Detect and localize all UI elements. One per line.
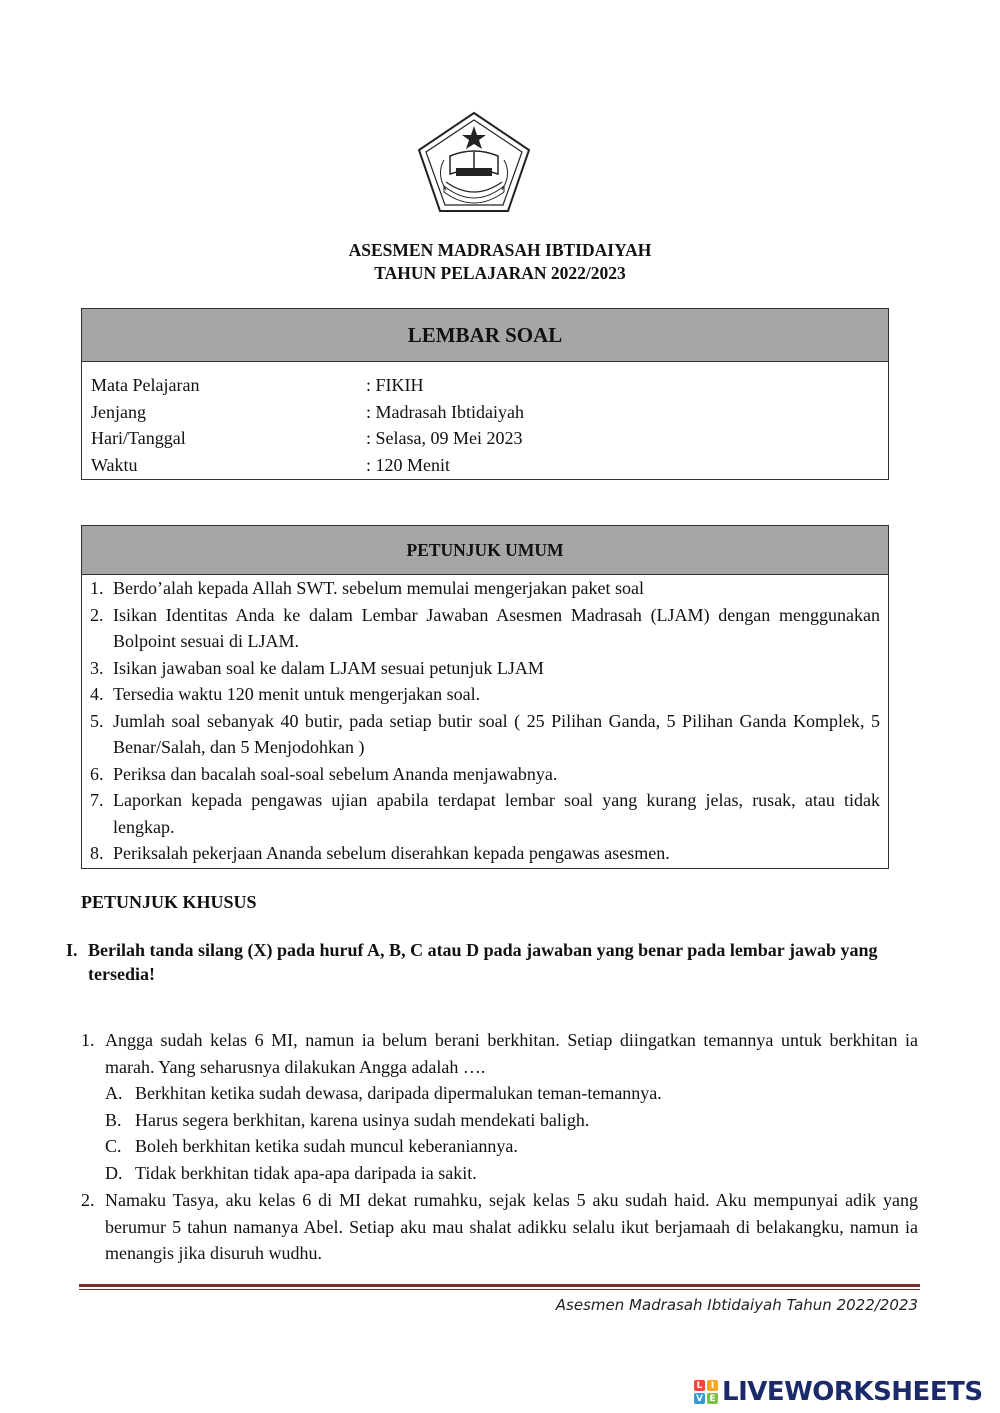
identity-row	[91, 425, 888, 452]
list-item-text: Isikan Identitas Anda ke dalam Lembar Jawaban Asesmen Madrasah (LJAM) dengan menggunakan Bolpoint sesuai di LJAM.	[113, 604, 880, 651]
identity-label: Jenjang	[91, 401, 146, 422]
list-item-text: Laporkan kepada pengawas ujian apabila terdapat lembar soal yang kurang jelas, rusak, atau tidak lengkap.	[113, 790, 880, 837]
list-item	[82, 681, 888, 708]
footer-rule-thin	[79, 1289, 920, 1290]
option-letter: A.	[105, 1083, 123, 1103]
option-text: Boleh berkhitan ketika sudah muncul keberaniannya.	[135, 1136, 518, 1156]
list-item-number: 3.	[90, 657, 104, 678]
identity-rows	[82, 362, 888, 478]
petunjuk-umum-list	[82, 575, 888, 867]
list-item-number: 7.	[90, 790, 104, 810]
mark-letter: V	[694, 1393, 705, 1404]
identity-value: : Selasa, 09 Mei 2023	[366, 428, 523, 448]
footer-rule	[79, 1284, 920, 1287]
option-text: Harus segera berkhitan, karena usinya sudah mendekati baligh.	[135, 1109, 590, 1130]
option-text: Tidak berkhitan tidak apa-apa daripada ia sakit.	[135, 1162, 477, 1183]
option-c[interactable]	[81, 1133, 918, 1160]
question-2	[81, 1187, 918, 1267]
kemenag-emblem-icon	[416, 110, 532, 214]
list-item-text: Jumlah soal sebanyak 40 butir, pada setiap butir soal ( 25 Pilihan Ganda, 5 Pilihan Ganda Komplek, 5 Benar/Salah, dan 5 Menjodohkan )	[113, 710, 880, 757]
identity-value: : FIKIH	[366, 375, 424, 395]
question-number: 1.	[81, 1030, 95, 1050]
lembar-soal-box	[81, 308, 889, 480]
identity-label: Hari/Tanggal	[91, 428, 186, 448]
liveworksheets-mark-icon	[694, 1380, 718, 1404]
list-item-number: 1.	[90, 578, 104, 598]
list-item-text: Tersedia waktu 120 menit untuk mengerjakan soal.	[113, 684, 481, 704]
list-item-number: 8.	[90, 843, 104, 863]
question-1	[81, 1027, 918, 1186]
identity-label: Mata Pelajaran	[91, 375, 200, 395]
mark-letter: E	[707, 1393, 718, 1404]
question-text: Angga sudah kelas 6 MI, namun ia belum berani berkhitan. Setiap diingatkan temannya untuk berkhitan ia marah. Yang seharusnya dilakukan Angga adalah ….	[105, 1030, 918, 1077]
option-letter: D.	[105, 1162, 123, 1183]
lembar-soal-title: LEMBAR SOAL	[82, 309, 888, 362]
header-title-line1: ASESMEN MADRASAH IBTIDAIYAH	[348, 240, 652, 260]
identity-row	[91, 452, 888, 479]
identity-value: : Madrasah Ibtidaiyah	[366, 401, 524, 422]
mark-letter: I	[707, 1380, 718, 1391]
list-item-number: 4.	[90, 684, 104, 704]
list-item-text: Periksa dan bacalah soal-soal sebelum Ananda menjawabnya.	[113, 763, 558, 784]
list-item-text: Periksalah pekerjaan Ananda sebelum diserahkan kepada pengawas asesmen.	[113, 843, 670, 863]
identity-value: : 120 Menit	[366, 454, 450, 475]
option-letter: B.	[105, 1109, 122, 1130]
list-item-text: Berdo’alah kepada Allah SWT. sebelum memulai mengerjakan paket soal	[113, 578, 644, 598]
list-item	[82, 840, 888, 867]
question-number: 2.	[81, 1190, 95, 1210]
option-d[interactable]	[81, 1160, 918, 1187]
header-title-line2: TAHUN PELAJARAN 2022/2023	[374, 263, 626, 283]
section-number: I.	[66, 940, 78, 960]
identity-row	[91, 399, 888, 426]
list-item	[82, 787, 888, 840]
list-item	[82, 575, 888, 602]
list-item	[82, 761, 888, 788]
option-letter: C.	[105, 1136, 122, 1156]
petunjuk-umum-box	[81, 525, 889, 869]
list-item-number: 6.	[90, 763, 104, 784]
option-b[interactable]	[81, 1107, 918, 1134]
list-item	[82, 602, 888, 655]
option-a[interactable]	[81, 1080, 918, 1107]
list-item-number: 2.	[90, 604, 104, 625]
option-text: Berkhitan ketika sudah dewasa, daripada dipermalukan teman-temannya.	[135, 1083, 662, 1103]
list-item-text: Isikan jawaban soal ke dalam LJAM sesuai petunjuk LJAM	[113, 657, 544, 678]
liveworksheets-logo	[694, 1377, 983, 1407]
section-instruction	[66, 938, 886, 986]
identity-row	[91, 372, 888, 399]
section-instruction-text: Berilah tanda silang (X) pada huruf A, B, C atau D pada jawaban yang benar pada lembar jawab yang tersedia!	[88, 940, 878, 984]
list-item	[82, 655, 888, 682]
petunjuk-khusus-title: PETUNJUK KHUSUS	[81, 892, 257, 912]
list-item	[82, 708, 888, 761]
petunjuk-umum-title: PETUNJUK UMUM	[82, 526, 888, 575]
footer-text: Asesmen Madrasah Ibtidaiyah Tahun 2022/2023	[555, 1296, 918, 1314]
list-item-number: 5.	[90, 710, 104, 731]
mark-letter: L	[694, 1380, 705, 1391]
identity-label: Waktu	[91, 454, 138, 475]
question-text: Namaku Tasya, aku kelas 6 di MI dekat rumahku, sejak kelas 5 aku sudah haid. Aku mempunyai adik yang berumur 5 tahun namanya Abel. Setiap aku mau shalat adikku selalu ikut berjamaah di belakangku, namun ia menangis jika disuruh wudhu.	[105, 1190, 918, 1263]
liveworksheets-wordmark: LIVEWORKSHEETS	[722, 1377, 983, 1407]
